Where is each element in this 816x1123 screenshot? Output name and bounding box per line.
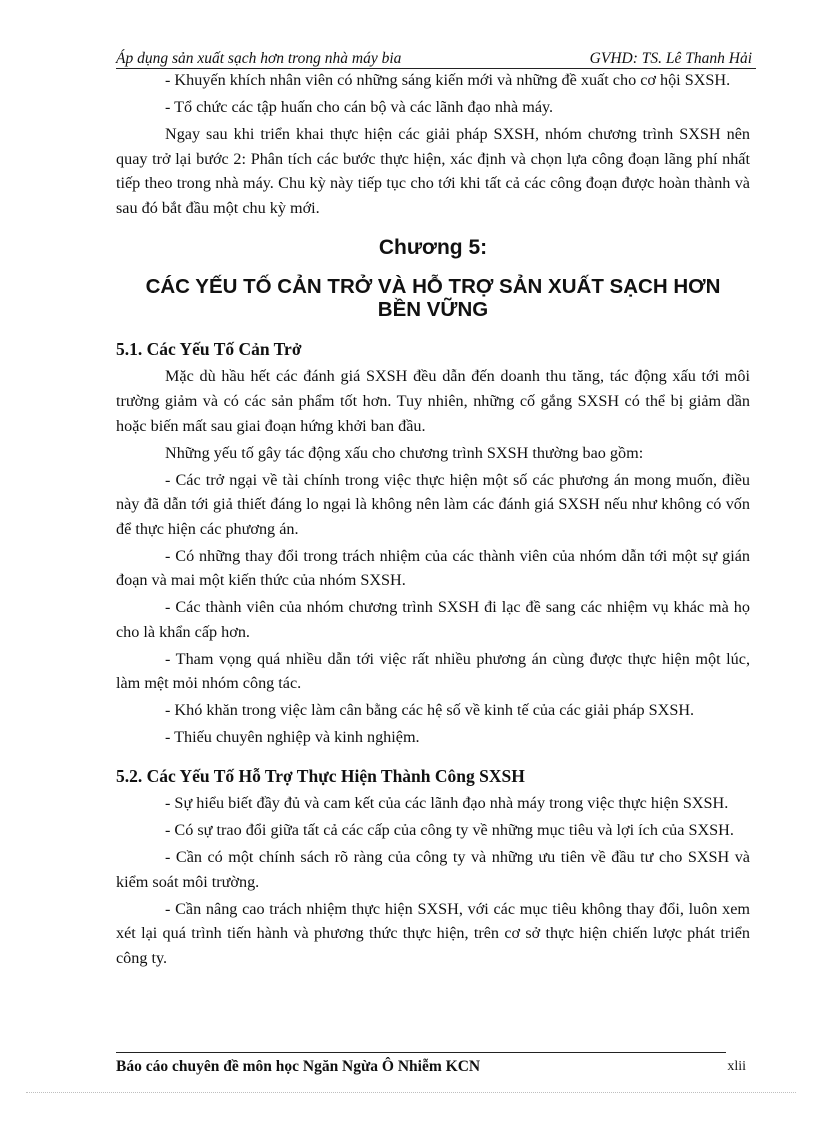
section2-paragraph: - Có sự trao đổi giữa tất cả các cấp của công ty về những mục tiêu và lợi ích của SXSH.	[165, 820, 734, 839]
chapter-number: Chương 5:	[378, 236, 488, 260]
chapter-title-line-1: CÁC YẾU TỐ CẢN TRỞ VÀ HỖ TRỢ SẢN XUẤT SẠCH HƠN	[145, 275, 721, 299]
footer-report-title: Báo cáo chuyên đề môn học Ngăn Ngừa Ô Nhiễm KCN	[116, 1058, 481, 1075]
section1-paragraph: Mặc dù hầu hết các đánh giá SXSH đều dẫn đến doanh thu tăng, tác động xấu tới môi trường giảm và có các sản phẩm tốt hơn. Tuy nhiên, những cố gắng SXSH có thể bị giảm dần hoặc biến mất sau giai đoạn hứng khởi ban đầu.	[116, 367, 750, 435]
page-header	[116, 50, 756, 69]
intro-paragraph: - Tổ chức các tập huấn cho cán bộ và các lãnh đạo nhà máy.	[165, 97, 554, 116]
chapter-title	[116, 275, 750, 321]
section1-paragraph: - Tham vọng quá nhiều dẫn tới việc rất nhiều phương án cùng được thực hiện một lúc, làm mệt mỏi nhóm công tác.	[116, 649, 750, 693]
section2-paragraph: - Cần nâng cao trách nhiệm thực hiện SXSH, với các mục tiêu không thay đổi, luôn xem xét lại quá trình tiến hành và phương thức thực hiện, trên cơ sở thực hiện chiến lược phát triển công ty.	[116, 899, 750, 967]
section1-paragraph: - Có những thay đổi trong trách nhiệm của các thành viên của nhóm dẫn tới một sự gián đoạn và mai một kiến thức của nhóm SXSH.	[116, 546, 750, 590]
chapter-title-line-2: BỀN VỮNG	[377, 298, 489, 322]
section1-paragraph: - Các thành viên của nhóm chương trình SXSH đi lạc đề sang các nhiệm vụ khác mà họ cho là khẩn cấp hơn.	[116, 598, 750, 641]
header-document-title: Áp dụng sản xuất sạch hơn trong nhà máy bia	[116, 50, 402, 67]
footer-divider	[116, 1052, 726, 1053]
header-supervisor: GVHD: TS. Lê Thanh Hải	[589, 50, 752, 67]
intro-paragraph: - Khuyến khích nhân viên có những sáng kiến mới và những đề xuất cho cơ hội SXSH.	[165, 71, 731, 89]
section1-paragraph: - Thiếu chuyên nghiệp và kinh nghiệm.	[165, 728, 420, 747]
page-content	[116, 68, 750, 973]
intro-paragraph: Ngay sau khi triển khai thực hiện các giải pháp SXSH, nhóm chương trình SXSH nên quay trở lại bước 2: Phân tích các bước thực hiện, xác định và chọn lựa công đoạn lãng phí nhất tiếp theo trong nhà máy. Chu kỳ này tiếp tục cho tới khi tất cả các công đoạn được hoàn thành và sau đó bắt đầu một chu kỳ mới.	[116, 124, 750, 217]
page-number: xlii	[727, 1059, 746, 1074]
page-boundary-divider	[26, 1092, 796, 1093]
section2-paragraph: - Cần có một chính sách rõ ràng của công ty và những ưu tiên về đầu tư cho SXSH và kiểm soát môi trường.	[116, 847, 750, 891]
section1-paragraph: Những yếu tố gây tác động xấu cho chương trình SXSH thường bao gồm:	[165, 443, 644, 462]
section1-paragraph: - Khó khăn trong việc làm cân bằng các hệ số về kinh tế của các giải pháp SXSH.	[165, 701, 695, 720]
section-heading-5-2: 5.2. Các Yếu Tố Hỗ Trợ Thực Hiện Thành Công SXSH	[116, 765, 525, 786]
section-heading-5-1: 5.1. Các Yếu Tố Cản Trở	[116, 339, 302, 360]
section1-paragraph: - Các trở ngại về tài chính trong việc thực hiện một số các phương án mong muốn, điều này đã dẫn tới giả thiết đáng lo ngại là không nên làm các đánh giá SXSH nếu như không có vốn để thực hiện các phương án.	[116, 470, 750, 538]
section2-paragraph: - Sự hiểu biết đầy đủ và cam kết của các lãnh đạo nhà máy trong việc thực hiện SXSH.	[165, 793, 729, 812]
